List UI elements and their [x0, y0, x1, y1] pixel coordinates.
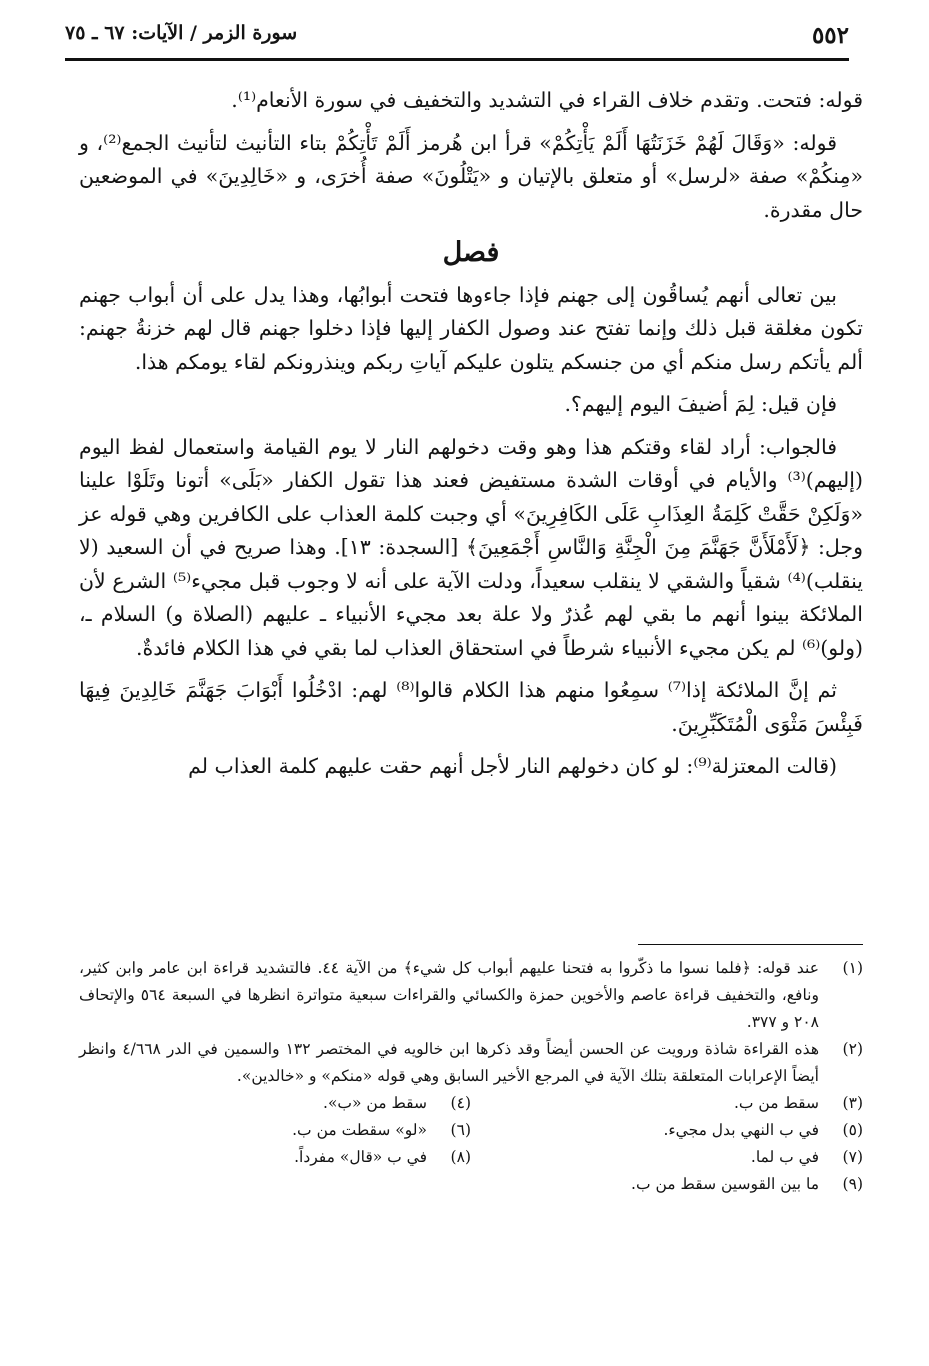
- footnote-2: [79, 1036, 863, 1090]
- footnote-number: (٨): [450, 1148, 471, 1166]
- footnote-text: ما بين القوسين سقط من ب.: [631, 1175, 819, 1193]
- footnote-text: في ب لما.: [750, 1148, 819, 1166]
- footnote-number: (٦): [450, 1121, 471, 1139]
- footnote-text: «لو» سقطت من ب.: [292, 1121, 427, 1139]
- footnote-text: في ب النهي بدل مجيء.: [663, 1121, 819, 1139]
- footnote-3: [471, 1090, 863, 1117]
- footnote-number: (٥): [842, 1121, 863, 1139]
- footnote-number: (٧): [842, 1148, 863, 1166]
- paragraph-3: بين تعالى أنهم يُساقُون إلى جهنم فإذا جاءوها فتحت أبوابُها، وهذا يدل على أن أبواب جهنم تكون مغلقة قبل ذلك وإنما تفتح عند وصول الكفار إليها فإذا دخلوا جهنم قال لهم خزنةُ جهنم: ألم يأتكم رسل منكم أي من جنسكم يتلون عليكم آياتِ ربكم وينذرونكم لقاء يومكم هذا.: [79, 282, 863, 374]
- main-text: [79, 84, 863, 793]
- paragraph-6: ثم إنَّ الملائكة إذا⁽⁷⁾ سمِعُوا منهم هذا الكلام قالوا⁽⁸⁾ لهم: ادْخُلُوا أَبْوَابَ جَهَنَّمَ خَالِدِينَ فِيهَا فَبِئْسَ مَثْوَى الْمُتَكَبِّرِينَ.: [79, 678, 863, 736]
- running-title: سورة الزمر / الآيات: ٦٧ ـ ٧٥: [65, 22, 298, 44]
- footnote-text: هذه القراءة شاذة ورويت عن الحسن أيضاً وقد ذكرها ابن خالويه في المختصر ١٣٢ والسمين في الدر ٤/٦٦٨ وانظر أيضاً الإعرابات المتعلقة بتلك الآية في المرجع الأخير السابق وهي قوله «منكم» و «خالدين».: [79, 1040, 819, 1085]
- footnote-7: [471, 1144, 863, 1171]
- footnote-number: (٤): [450, 1094, 471, 1112]
- footnote-8: [79, 1144, 471, 1171]
- footnote-text: سقط من «ب».: [323, 1094, 427, 1112]
- footnote-separator: [638, 944, 863, 945]
- footnote-number: (٩): [842, 1175, 863, 1193]
- paragraph-2: قوله: «وَقَالَ لَهُمْ خَزَنَتُهَا أَلَمْ يَأْتِكُمْ» قرأ ابن هُرمز أَلَمْ تَأْتِكُمْ بتاء التأنيث لتأنيث الجمع⁽²⁾، و «مِنكُمْ» صفة «لرسل» أو متعلق بالإتيان و «يَتْلُونَ» صفة أُخرَى، و «خَالِدِينَ» في الموضعين حال مقدرة.: [79, 130, 863, 222]
- footnote-text: سقط من ب.: [733, 1094, 819, 1112]
- footnote-text: في ب «قال» مفرداً.: [294, 1148, 427, 1166]
- paragraph-5: فالجواب: أراد لقاء وقتكم هذا وهو وقت دخولهم النار لا يوم القيامة واستعمال لفظ اليوم (إليهم)⁽³⁾ والأيام في أوقات الشدة مستفيض فعند هذا تقول الكفار «بَلَى» أتونا وتَلَوْا علينا «وَلَكِنْ حَقَّتْ كَلِمَةُ العِذَابِ عَلَى الكَافِرِينَ» أي وجبت كلمة العذاب على الكافرين وهي قوله عز وجل: ﴿لَأَمْلَأَنَّ جَهَنَّمَ مِنَ الْجِنَّةِ وَالنَّاسِ أَجْمَعِينَ﴾ [السجدة: ١٣]. وهذا صريح في أن السعيد (لا ينقلب)⁽⁴⁾ شقياً والشقي لا ينقلب سعيداً، ودلت الآية على أنه لا وجوب قبل مجيء⁽⁵⁾ الشرع لأن الملائكة بينوا أنهم ما بقي لهم عُذرٌ ولا علة بعد مجيء الأنبياء ـ عليهم (الصلاة و) السلام ـ، (ولو)⁽⁶⁾ لم يكن مجيء الأنبياء شرطاً في استحقاق العذاب لما بقي في هذا الكلام فائدةٌ.: [79, 434, 863, 660]
- section-title: فصل: [442, 237, 500, 268]
- footnotes: [79, 955, 863, 1198]
- paragraph-7: (قالت المعتزلة⁽⁹⁾: لو كان دخولهم النار لأجل أنهم حقت عليهم كلمة العذاب لم: [188, 754, 837, 778]
- footnote-row: [79, 1144, 863, 1171]
- footnote-text: عند قوله: ﴿فلما نسوا ما ذكّروا به فتحنا عليهم أبواب كل شيء﴾ من الآية ٤٤. فالتشديد قراءة ابن عامر وابن كثير، ونافع، والتخفيف قراءة عاصم والأخوين حمزة والكسائي والقراءات سبعية متواترة انظرها في السبعة ٥٦٤ والإتحاف ٢٠٨ و ٣٧٧.: [79, 959, 819, 1031]
- footnote-row: [79, 1090, 863, 1117]
- footnote-number: (١): [842, 959, 863, 977]
- page-number: ٥٥٢: [811, 22, 849, 49]
- footnote-6: [79, 1117, 471, 1144]
- page-header: [65, 14, 849, 61]
- paragraph-4: فإن قيل: لِمَ أضيفَ اليوم إليهم؟.: [564, 392, 837, 416]
- footnote-4: [79, 1090, 471, 1117]
- footnote-5: [471, 1117, 863, 1144]
- footnote-9: [79, 1171, 863, 1198]
- footnote-number: (٢): [842, 1040, 863, 1058]
- footnote-1: [79, 955, 863, 1036]
- paragraph-1: قوله: فتحت. وتقدم خلاف القراء في التشديد والتخفيف في سورة الأنعام⁽¹⁾.: [231, 88, 863, 112]
- footnote-number: (٣): [842, 1094, 863, 1112]
- footnote-row: [79, 1117, 863, 1144]
